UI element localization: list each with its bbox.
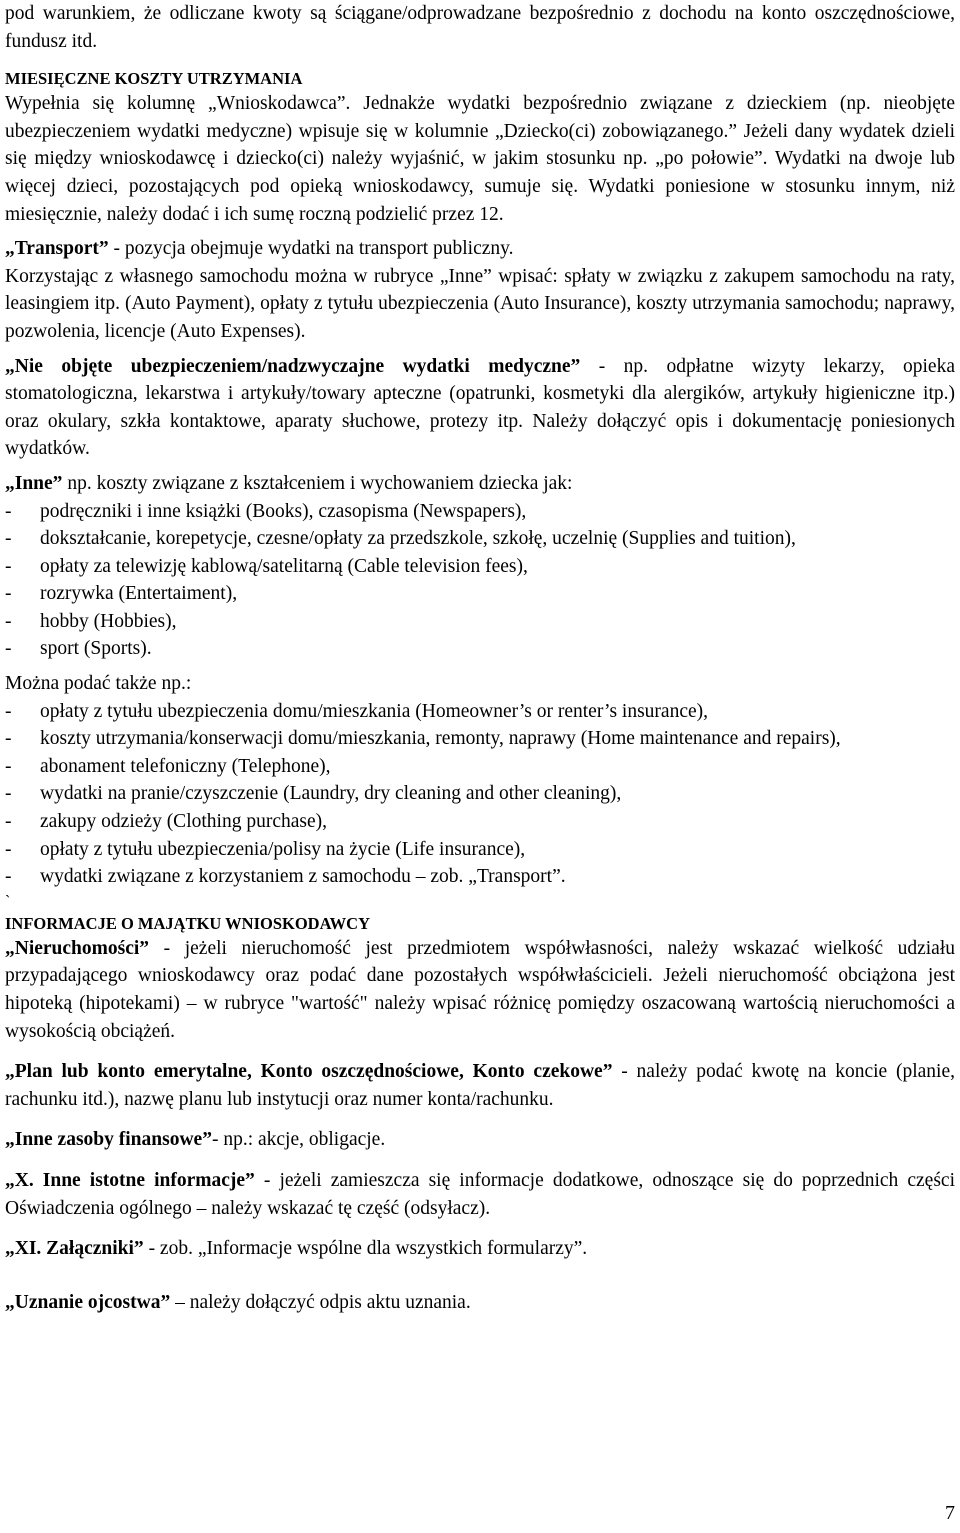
- transport-paragraph: [5, 235, 955, 263]
- list-marker: -: [5, 555, 12, 577]
- transport-term: „Transport”: [5, 238, 109, 260]
- pension-term: „Plan lub konto emerytalne, Konto oszczędnościowe, Konto czekowe”: [5, 1061, 613, 1083]
- list-marker: -: [5, 728, 12, 750]
- medical-term: „Nie objęte ubezpieczeniem/nadzwyczajne wydatki medyczne”: [5, 355, 581, 377]
- list-item: - opłaty za telewizję kablową/satelitarną (Cable television fees),: [5, 553, 955, 581]
- list-item: - hobby (Hobbies),: [5, 608, 955, 636]
- medical-paragraph: [5, 353, 955, 463]
- other-term: „Inne”: [5, 472, 63, 494]
- list-item: - opłaty z tytułu ubezpieczenia/polisy na życie (Life insurance),: [5, 836, 955, 864]
- real-estate-paragraph: [5, 935, 955, 1045]
- also-intro: Można podać także np.:: [5, 673, 192, 695]
- section-x-term: „X. Inne istotne informacje”: [5, 1169, 255, 1191]
- stray-mark: `: [5, 892, 11, 910]
- list-marker: -: [5, 783, 12, 805]
- financial-paragraph: [5, 1126, 955, 1154]
- other-paragraph: [5, 470, 955, 498]
- section-xi-text: - zob. „Informacje wspólne dla wszystkich formularzy”.: [143, 1238, 588, 1260]
- list-marker: -: [5, 528, 12, 550]
- paternity-paragraph: [5, 1289, 955, 1317]
- list-item: - opłaty z tytułu ubezpieczenia domu/mieszkania (Homeowner’s or renter’s insurance),: [5, 698, 955, 726]
- section-xi-term: „XI. Załączniki”: [5, 1238, 144, 1260]
- document-page: [5, 0, 955, 1316]
- list-item: - rozrywka (Entertaiment),: [5, 580, 955, 608]
- list-marker: -: [5, 500, 12, 522]
- list-marker: -: [5, 610, 12, 632]
- list-item: - zakupy odzieży (Clothing purchase),: [5, 808, 955, 836]
- list-marker: -: [5, 755, 12, 777]
- list-marker: -: [5, 700, 12, 722]
- section-x-paragraph: [5, 1167, 955, 1222]
- transport-text: - pozycja obejmuje wydatki na transport publiczny.: [108, 238, 514, 260]
- medical-text: - np. odpłatne wizyty lekarzy, opieka stomatologiczna, lekarstwa i artykuły/towary apteczne (opatrunki, kosmetyki dla alergików, artykuły higieniczne itp.) oraz okulary, szkła kontaktowe, aparaty słuchowe, protezy itp. Należy dołączyć opis i dokumentację poniesionych wydatków.: [5, 355, 955, 460]
- list-item: - koszty utrzymania/konserwacji domu/mieszkania, remonty, naprawy (Home maintenance and repairs),: [5, 725, 955, 753]
- list-marker: -: [5, 583, 12, 605]
- financial-text: - np.: akcje, obligacje.: [211, 1129, 386, 1151]
- other-text: np. koszty związane z kształceniem i wychowaniem dziecka jak:: [62, 472, 573, 494]
- other-list: [5, 498, 955, 664]
- list-item: - podręczniki i inne książki (Books), czasopisma (Newspapers),: [5, 498, 955, 526]
- monthly-costs-paragraph: Wypełnia się kolumnę „Wnioskodawca”. Jednakże wydatki bezpośrednio związane z dzieckiem (np. nieobjęte ubezpieczeniem wydatki medyczne) wpisuje się w kolumnie „Dziecko(ci) zobowiązanego.” Jeżeli dany wydatek dzieli się między wnioskodawcę i dziecko(ci) należy wyjaśnić, w jakim stosunku np. „po połowie”. Wydatki na dwoje lub więcej dzieci, pozostających pod opieką wnioskodawcy, sumuje się. Wydatki poniesione w stosunku innym, niż miesięcznie, należy dodać i ich sumę roczną podzielić przez 12.: [5, 93, 955, 225]
- list-marker: -: [5, 838, 12, 860]
- list-item: - abonament telefoniczny (Telephone),: [5, 753, 955, 781]
- real-estate-text: - jeżeli nieruchomość jest przedmiotem współwłasności, należy wskazać wielkość udziału przypadającego wnioskodawcy oraz podać dane pozostałych współwłaścicieli. Jeżeli nieruchomość obciążona jest hipoteką (hipotekami) – w rubryce "wartość" należy wpisać różnicę pomiędzy oszacowaną wartością nieruchomości a wysokością obciążeń.: [5, 937, 955, 1042]
- page-number: 7: [945, 1502, 955, 1524]
- list-item: - sport (Sports).: [5, 635, 955, 663]
- financial-term: „Inne zasoby finansowe”: [5, 1129, 212, 1151]
- section-x-text: - jeżeli zamieszcza się informacje dodatkowe, odnoszące się do poprzednich części Oświadczenia ogólnego – należy wskazać tę część (odsyłacz).: [5, 1169, 955, 1219]
- monthly-costs-heading: MIESIĘCZNE KOSZTY UTRZYMANIA: [5, 69, 303, 89]
- transport-car-paragraph: Korzystając z własnego samochodu można w rubryce „Inne” wpisać: spłaty w związku z zakupem samochodu na raty, leasingiem itp. (Auto Payment), opłaty z tytułu ubezpieczenia (Auto Insurance), koszty utrzymania samochodu; naprawy, pozwolenia, licencje (Auto Expenses).: [5, 265, 955, 342]
- intro-paragraph: pod warunkiem, że odliczane kwoty są ściągane/odprowadzane bezpośrednio z dochodu na konto oszczędnościowe, fundusz itd.: [5, 3, 955, 52]
- assets-heading: INFORMACJE O MAJĄTKU WNIOSKODAWCY: [5, 913, 370, 933]
- pension-paragraph: [5, 1058, 955, 1113]
- paternity-text: – należy dołączyć odpis aktu uznania.: [170, 1291, 471, 1313]
- paternity-term: „Uznanie ojcostwa”: [5, 1291, 171, 1313]
- list-item: - dokształcanie, korepetycje, czesne/opłaty za przedszkole, szkołę, uczelnię (Supplies and tuition),: [5, 525, 955, 553]
- also-list: [5, 698, 955, 891]
- section-xi-paragraph: [5, 1235, 955, 1263]
- list-item: - wydatki związane z korzystaniem z samochodu – zob. „Transport”.: [5, 863, 955, 891]
- list-marker: -: [5, 811, 12, 833]
- pension-text: - należy podać kwotę na koncie (planie, rachunku itd.), nazwę planu lub instytucji oraz numer konta/rachunku.: [5, 1061, 955, 1110]
- real-estate-term: „Nieruchomości”: [5, 937, 150, 959]
- list-marker: -: [5, 866, 12, 888]
- list-item: - wydatki na pranie/czyszczenie (Laundry, dry cleaning and other cleaning),: [5, 780, 955, 808]
- list-marker: -: [5, 638, 12, 660]
